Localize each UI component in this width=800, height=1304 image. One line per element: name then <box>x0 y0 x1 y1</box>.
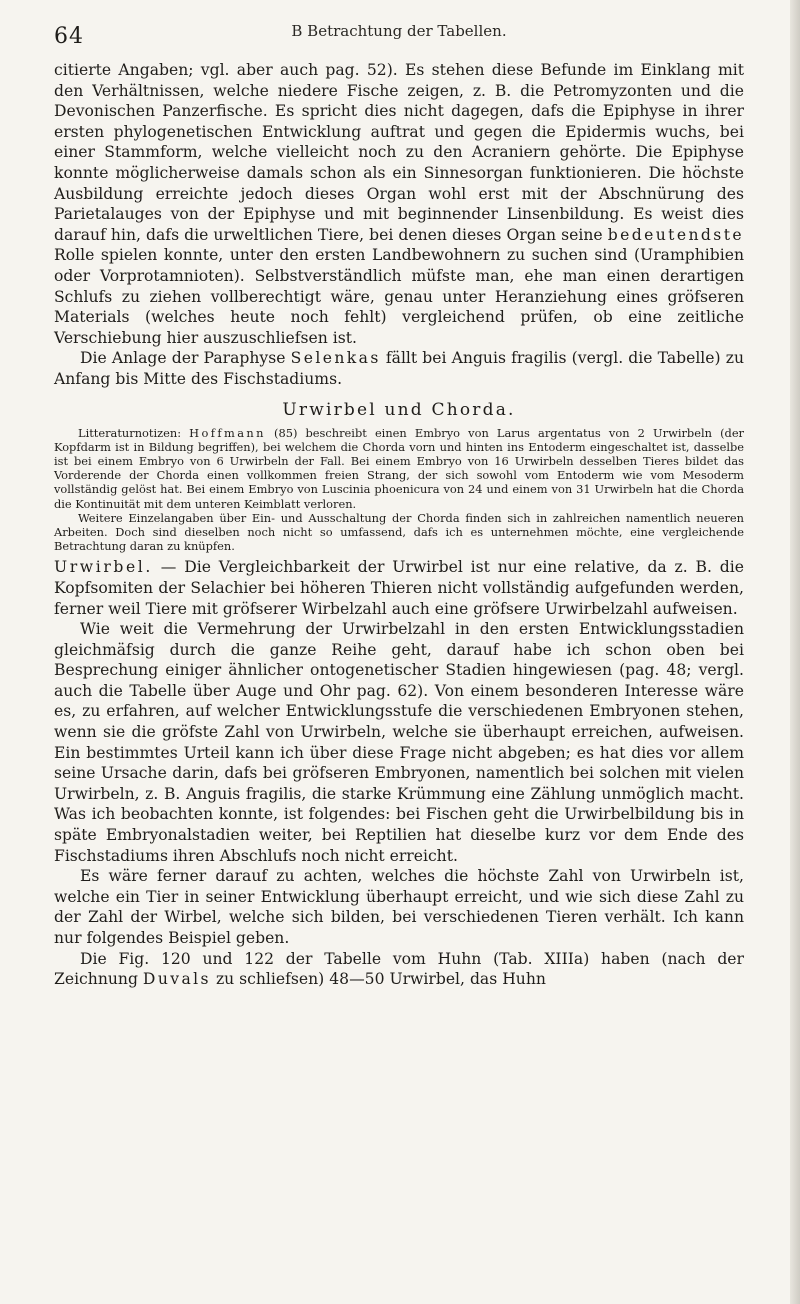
book-page <box>54 0 744 990</box>
note-paragraph <box>54 426 744 511</box>
run-in-heading: Urwirbel. <box>54 558 153 577</box>
paragraph-text: — Die Vergleichbarkeit der Urwirbel ist nur eine relative, da z. B. die Kopfsomiten der Selachier bei höheren Thieren nicht vollständig aufgefunden werden, ferner weil Tiere mit gröfserer Wirbelzahl auch eine gröfsere Urwirbelzahl aufweisen. <box>54 558 744 618</box>
paragraph-text: fällt bei Anguis fragilis (vergl. die Tabelle) zu Anfang bis Mitte des Fischstadiums. <box>54 349 744 388</box>
paragraph-hoechste-zahl: Es wäre ferner darauf zu achten, welches die höchste Zahl von Urwirbeln ist, welche ein Tier in seiner Entwicklung überhaupt erreicht, und wie sich diese Zahl zu der Zahl der Wirbel, welche sich bilden, bei verschiedenen Tieren verhält. Ich kann nur folgendes Beispiel geben. <box>54 867 744 948</box>
paragraph-urwirbel <box>54 557 744 619</box>
paragraph-text: citierte Angaben; vgl. aber auch pag. 52). Es stehen diese Befunde im Einklang mit den Verhältnissen, welche niedere Fische zeigen, z. B. die Petromyzonten und die Devonischen Panzerfische. Es spricht dies nicht dagegen, dafs die Epiphyse in ihrer ersten phylogenetischen Entwicklung auftrat und gegen die Epidermis wuchs, bei einer Stammform, welche vielleicht noch zu den Acraniern gehörte. Die Epiphyse konnte möglicherweise damals schon als ein Sinnesorgan funktionieren. Die höchste Ausbildung erreichte jedoch dieses Organ wohl erst mit der Abschnürung des Parietalauges von der Epiphyse und mit beginnender Linsenbildung. Es weist dies darauf hin, dafs die urweltlichen Tiere, bei denen dieses Organ seine <box>54 61 744 244</box>
note-paragraph: Weitere Einzelangaben über Ein- und Ausschaltung der Chorda finden sich in zahlreichen namentlich neueren Arbeiten. Doch sind dieselben noch nicht so umfassend, dafs ich es unternehmen möchte, eine vergleichende Betrachtung daran zu knüpfen. <box>54 510 744 554</box>
author-name: Duvals <box>142 970 211 989</box>
note-text: (85) beschreibt einen Embryo von Larus argentatus von 2 Urwirbeln (der Kopfdarm ist in Bildung begriffen), bei welchem die Chorda vorn und hinten ins Entoderm eingeschaltet ist, dasselbe ist bei einem Embryo von 6 Urwirbeln der Fall. Bei einem Embryo von 16 Urwirbeln desselben Tieres bildet das Vorderende der Chorda einen vollkommen freien Strang, der sich sowohl vom Entoderm wie vom Mesoderm vollständig gelöst hat. Bei einem Embryo von Luscinia phoenicura von 24 und einem von 31 Urwirbeln hat die Chorda die Kontinuität mit dem unteren Keimblatt verloren. <box>54 425 745 511</box>
page-edge-shadow <box>790 0 800 1304</box>
paragraph-text: Die Fig. 120 und 122 der Tabelle vom Huhn (Tab. XIIIa) haben (nach der Zeichnung <box>54 949 744 989</box>
paragraph-text: Rolle spielen konnte, unter den ersten Landbewohnern zu suchen sind (Uramphibien oder Vorprotamnioten). Selbstverständlich müfste man, ehe man einen derartigen Schlufs zu ziehen vollberechtigt wäre, genau unter Heranziehung eines gröfseren Materials (welches heute noch fehlt) vergleichend prüfen, ob eine zeitliche Verschiebung hier auszuschliefsen ist. <box>54 246 744 347</box>
paragraph-paraphyse <box>54 348 744 389</box>
literature-notes <box>54 426 744 554</box>
author-name: Selenkas <box>290 349 381 368</box>
page-number: 64 <box>54 24 84 49</box>
notes-label: Litteraturnotizen: <box>78 425 182 440</box>
paragraph-text: zu schliefsen) 48—50 Urwirbel, das Huhn <box>215 970 546 989</box>
paragraph-epiphyse <box>54 60 744 348</box>
emphasized-word: bedeutendste <box>607 225 744 244</box>
author-name: Hoffmann <box>189 425 266 440</box>
running-title: B Betrachtung der Tabellen. <box>291 22 507 40</box>
paragraph-text: Die Anlage der Paraphyse <box>80 349 286 368</box>
section-heading: Urwirbel und Chorda. <box>282 399 516 420</box>
paragraph-vermehrung: Wie weit die Vermehrung der Urwirbelzahl in den ersten Entwicklungsstadien gleichmäfsig durch die ganze Reihe geht, darauf habe ich schon oben bei Besprechung einiger ähnlicher ontogenetischer Stadien hingewiesen (pag. 48; vergl. auch die Tabelle über Auge und Ohr pag. 62). Von einem besonderen Interesse wäre es, zu erfahren, auf welcher Entwicklungsstufe die verschiedenen Embryonen stehen, wenn sie die gröfste Zahl von Urwirbeln, welche sie überhaupt erreichen, aufweisen. Ein bestimmtes Urteil kann ich über diese Frage nicht abgeben; es hat dies vor allem seine Ursache darin, dafs bei gröfseren Embryonen, namentlich bei solchen mit vielen Urwirbeln, z. B. Anguis fragilis, die starke Krümmung eine Zählung unmöglich macht. Was ich beobachten konnte, ist folgendes: bei Fischen geht die Urwirbelbildung bis in späte Embryonalstadien weiter, bei Reptilien hat dieselbe kurz vor dem Ende des Fischstadiums ihren Abschlufs noch nicht erreicht. <box>54 620 744 865</box>
paragraph-huhn <box>54 949 744 990</box>
main-text <box>54 60 744 990</box>
page-header <box>54 20 744 60</box>
